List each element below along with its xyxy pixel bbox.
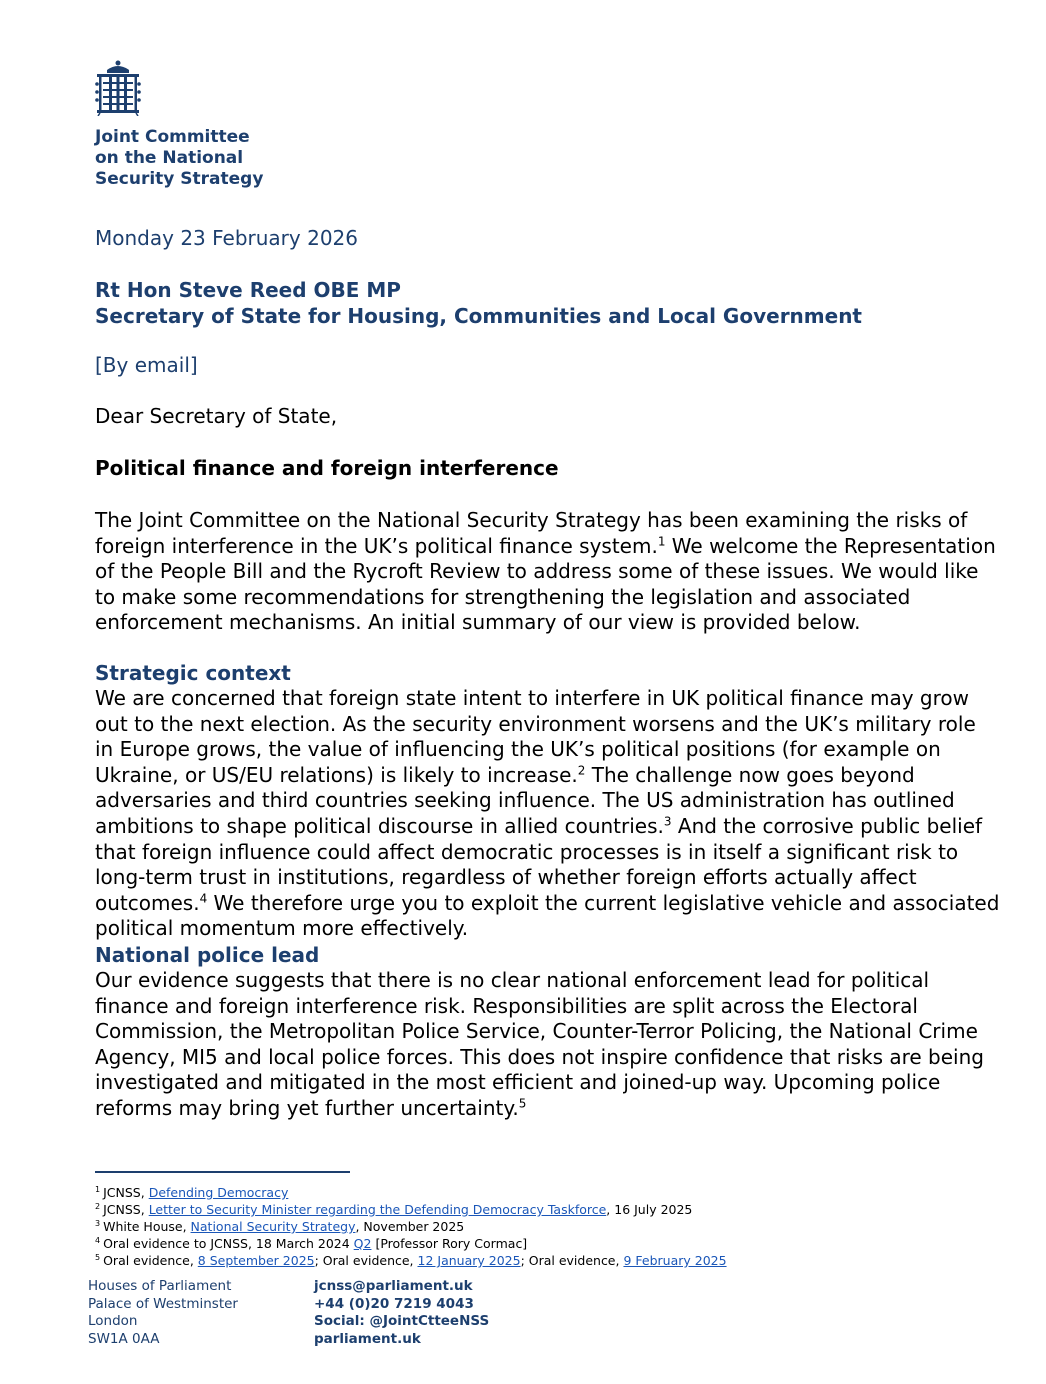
footnote-text: White House, bbox=[103, 1219, 191, 1234]
portcullis-logo bbox=[95, 60, 141, 116]
delivery-method: [By email] bbox=[95, 353, 198, 377]
strategic-text-1: We are concerned that foreign state intent to interfere in UK political finance may grow out to the next election. As the security environment worsens and the UK’s military role in Europe grows, the value of influencing the UK’s political positions (for example on Ukraine, or US/EU relations) is likely to increase. bbox=[95, 686, 976, 787]
letter-date: Monday 23 February 2026 bbox=[95, 226, 358, 250]
subject-heading: Political finance and foreign interference bbox=[95, 456, 559, 480]
committee-name bbox=[95, 127, 263, 190]
contact-details bbox=[314, 1278, 489, 1348]
strategic-context-paragraph bbox=[95, 686, 1000, 942]
committee-line-2: on the National bbox=[95, 148, 244, 168]
contact-website[interactable]: parliament.uk bbox=[314, 1330, 421, 1347]
footnote-number: 3 bbox=[95, 1218, 101, 1228]
footnote-number: 1 bbox=[95, 1184, 101, 1194]
recipient-name: Rt Hon Steve Reed OBE MP bbox=[95, 278, 401, 302]
police-text-1: Our evidence suggests that there is no clear national enforcement lead for political finance and foreign interference risk. Responsibilities are split across the Electoral Commission, the Metropolitan Police Service, Counter-Terror Policing, the National Crime Agency, MI5 and local police forces. This does not inspire confidence that risks are being investigated and mitigated in the most efficient and joined-up way. Upcoming police reforms may bring yet further uncertainty. bbox=[95, 968, 984, 1120]
footnote-link-q2[interactable]: Q2 bbox=[353, 1236, 372, 1251]
footnote-3 bbox=[95, 1218, 727, 1235]
strategic-context-heading: Strategic context bbox=[95, 661, 291, 685]
footnote-text: JCNSS, bbox=[103, 1202, 149, 1217]
contact-phone: +44 (0)20 7219 4043 bbox=[314, 1295, 474, 1312]
national-police-lead-paragraph bbox=[95, 968, 1000, 1122]
footnote-text: JCNSS, bbox=[103, 1185, 149, 1200]
strategic-text-4: We therefore urge you to exploit the current legislative vehicle and associated political momentum more effectively. bbox=[95, 890, 1000, 941]
contact-email[interactable]: jcnss@parliament.uk bbox=[314, 1278, 473, 1294]
footnote-text: , 16 July 2025 bbox=[606, 1202, 693, 1217]
national-police-lead-heading: National police lead bbox=[95, 943, 320, 967]
address-line-3: London bbox=[88, 1313, 138, 1329]
footnote-text: ; Oral evidence, bbox=[520, 1253, 624, 1268]
committee-line-1: Joint Committee bbox=[95, 127, 250, 147]
address-line-2: Palace of Westminster bbox=[88, 1295, 238, 1312]
footnote-text: , November 2025 bbox=[355, 1219, 465, 1234]
footnotes bbox=[95, 1184, 727, 1269]
salutation: Dear Secretary of State, bbox=[95, 404, 338, 428]
footnote-divider bbox=[95, 1171, 350, 1173]
footnote-number: 4 bbox=[95, 1235, 101, 1245]
intro-text-2: We welcome the Representation of the People Bill and the Rycroft Review to address some of these issues. We would like to make some recommendations for strengthening the legislation and associated enforcement mechanisms. An initial summary of our view is provided below. bbox=[95, 533, 996, 635]
footnote-ref-4[interactable]: 4 bbox=[199, 891, 208, 906]
footnote-1 bbox=[95, 1184, 727, 1201]
footnote-link-8-september-2025[interactable]: 8 September 2025 bbox=[197, 1253, 315, 1268]
footnote-link-12-january-2025[interactable]: 12 January 2025 bbox=[417, 1253, 521, 1268]
address-line-4: SW1A 0AA bbox=[88, 1330, 160, 1347]
footnote-ref-1[interactable]: 1 bbox=[657, 533, 666, 548]
committee-line-3: Security Strategy bbox=[95, 169, 264, 189]
strategic-text-2: The challenge now goes beyond adversaries and third countries seeking influence. The US administration has outlined ambitions to shape political discourse in allied countries. bbox=[95, 762, 955, 838]
footnote-ref-2[interactable]: 2 bbox=[577, 763, 586, 778]
footnote-link-national-security-strategy[interactable]: National Security Strategy bbox=[190, 1219, 356, 1234]
footnote-ref-3[interactable]: 3 bbox=[663, 814, 672, 829]
footnote-number: 5 bbox=[95, 1252, 101, 1262]
footnote-link-defending-democracy[interactable]: Defending Democracy bbox=[148, 1185, 289, 1200]
strategic-text-3: And the corrosive public belief that foreign influence could affect democratic processes is in itself a significant risk to long-term trust in institutions, regardless of whether foreign efforts actually affect outcomes. bbox=[95, 813, 983, 915]
footnote-5 bbox=[95, 1252, 727, 1269]
footnote-2 bbox=[95, 1201, 727, 1218]
footnote-number: 2 bbox=[95, 1201, 101, 1211]
footnote-text: Oral evidence, bbox=[103, 1253, 198, 1268]
footnote-link-9-february-2025[interactable]: 9 February 2025 bbox=[623, 1253, 727, 1268]
address-line-1: Houses of Parliament bbox=[88, 1278, 232, 1294]
footnote-text: ; Oral evidence, bbox=[314, 1253, 418, 1268]
footnote-4 bbox=[95, 1235, 727, 1252]
recipient-title: Secretary of State for Housing, Communities and Local Government bbox=[95, 304, 862, 328]
intro-paragraph bbox=[95, 508, 1000, 636]
footnote-ref-5[interactable]: 5 bbox=[518, 1096, 527, 1111]
postal-address bbox=[88, 1278, 238, 1348]
footnote-text: Oral evidence to JCNSS, 18 March 2024 bbox=[103, 1236, 354, 1251]
footnote-link-letter-security-minister[interactable]: Letter to Security Minister regarding the Defending Democracy Taskforce bbox=[148, 1202, 607, 1217]
intro-text-1: The Joint Committee on the National Security Strategy has been examining the risks of foreign interference in the UK’s political finance system. bbox=[95, 508, 968, 558]
contact-social: Social: @JointCtteeNSS bbox=[314, 1313, 490, 1329]
footnote-text: [Professor Rory Cormac] bbox=[371, 1236, 528, 1251]
recipient bbox=[95, 277, 862, 329]
